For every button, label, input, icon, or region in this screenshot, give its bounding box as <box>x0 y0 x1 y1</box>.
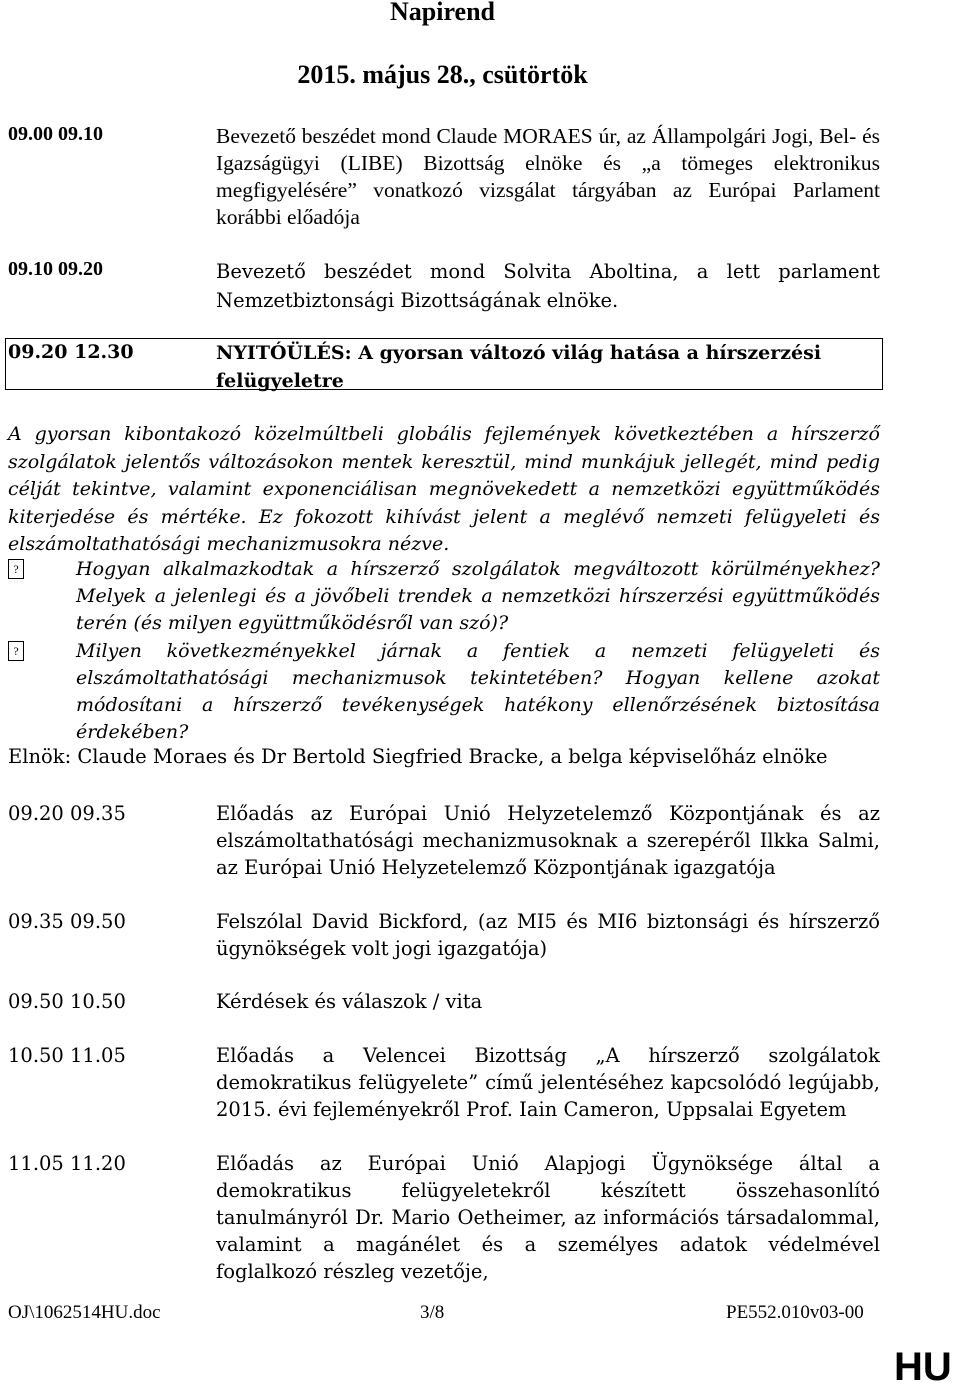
footer-pe-ref: PE552.010v03-00 <box>726 1302 864 1323</box>
session-time: 09.20 12.30 <box>8 341 134 363</box>
question-text: Hogyan alkalmazkodtak a hírszerző szolgálatok megváltozott körülményekhez? Melyek a jelenlegi és a jövőbeli trendek a nemzetközi hírszerzési együttműködés terén (és milyen együttműködésről van szó)? <box>76 558 880 634</box>
agenda-time-1: 09.20 09.35 <box>8 802 126 825</box>
chair-line: Elnök: Claude Moraes és Dr Bertold Siegfried Bracke, a belga képviselőház elnöke <box>8 745 828 768</box>
bullet-icon: ? <box>8 641 24 661</box>
question-item <box>8 638 880 743</box>
intro-time-1: 09.00 09.10 <box>8 123 103 145</box>
question-text: Milyen következményekkel járnak a fentiek a nemzeti felügyeleti és elszámoltathatósági mechanizmusok tekintetében? Hogyan kellene azokat módosítani a hírszerző tevékenységek hatékony ellenőrzésének biztosítása érdekében? <box>76 640 880 743</box>
footer-page-number: 3/8 <box>420 1302 445 1323</box>
footer-language-code: HU <box>894 1345 952 1389</box>
agenda-time-5: 11.05 11.20 <box>8 1152 126 1175</box>
session-intro: A gyorsan kibontakozó közelmúltbeli globális fejlemények következtében a hírszerző szolgálatok jelentős változásokon mentek keresztül, mind munkájuk jellegét, mind pedig célját tekintve, valamint exponenciálisan megnövekedett a nemzetközi együttműködés kiterjedése és mértéke. Ez fokozott kihívást jelent a meglévő nemzeti felügyeleti és elszámoltathatósági mechanizmusokra nézve. <box>8 423 880 555</box>
footer-doc-ref: OJ\1062514HU.doc <box>8 1302 161 1323</box>
intro-time-2: 09.10 09.20 <box>8 258 103 280</box>
agenda-text-5: Előadás az Európai Unió Alapjogi Ügynöksége által a demokratikus felügyeletekről készített összehasonlító tanulmányról Dr. Mario Oetheimer, az információs társadalommal, valamint a magánélet és a személyes adatok védelmével foglalkozó részleg vezetője, <box>216 1152 880 1283</box>
question-item <box>8 556 880 638</box>
agenda-time-4: 10.50 11.05 <box>8 1044 126 1067</box>
agenda-time-3: 09.50 10.50 <box>8 990 126 1013</box>
intro-text-1: Bevezető beszédet mond Claude MORAES úr, az Állampolgári Jogi, Bel- és Igazságügyi (LIBE) Bizottság elnöke és „a tömeges elektronikus megfigyelésére” vonatkozó vizsgálat tárgyában az Európai Parlament korábbi előadója <box>216 124 880 229</box>
session-title: NYITÓÜLÉS: A gyorsan változó világ hatása a hírszerzési felügyeletre <box>216 342 822 392</box>
intro-text-2: Bevezető beszédet mond Solvita Aboltina, a lett parlament Nemzetbiztonsági Bizottságának elnöke. <box>216 260 880 312</box>
page-title: Napirend <box>390 0 495 26</box>
agenda-date: 2015. május 28., csütörtök <box>297 60 588 89</box>
agenda-text-3: Kérdések és válaszok / vita <box>216 990 483 1013</box>
bullet-icon: ? <box>8 559 24 579</box>
agenda-text-2: Felszólal David Bickford, (az MI5 és MI6 biztonsági és hírszerző ügynökségek volt jogi igazgatója) <box>216 910 880 960</box>
agenda-text-4: Előadás a Velencei Bizottság „A hírszerző szolgálatok demokratikus felügyelete” című jelentéséhez kapcsolódó legújabb, 2015. évi fejleményekről Prof. Iain Cameron, Uppsalai Egyetem <box>216 1044 880 1121</box>
agenda-time-2: 09.35 09.50 <box>8 910 126 933</box>
agenda-text-1: Előadás az Európai Unió Helyzetelemző Központjának és az elszámoltathatósági mechanizmusoknak a szerepéről Ilkka Salmi, az Európai Unió Helyzetelemző Központjának igazgatója <box>216 802 880 879</box>
